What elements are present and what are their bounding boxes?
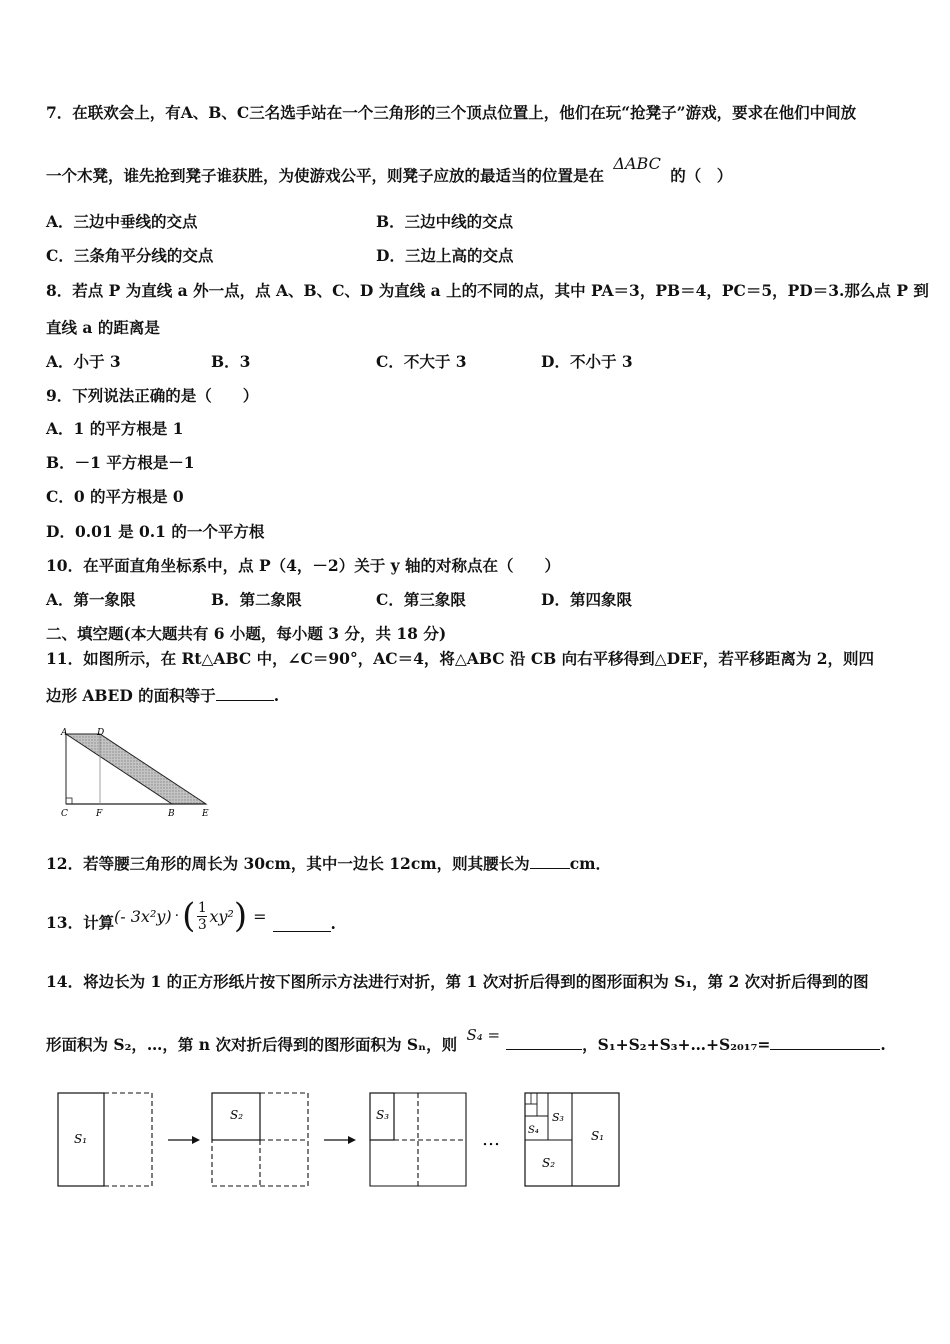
step3-s3-label: S₃ xyxy=(376,1108,390,1122)
q14-line2 xyxy=(46,1026,886,1055)
q8-option-b: B．3 xyxy=(211,352,251,371)
final-s4-label: S₄ xyxy=(528,1125,539,1136)
final-s2-label: S₂ xyxy=(542,1156,556,1170)
q12-text: 12．若等腰三角形的周长为 30cm，其中一边长 12cm，则其腰长为 xyxy=(46,854,530,873)
q13-eq: = xyxy=(253,906,267,926)
label-f: F xyxy=(96,809,103,819)
q13-dot: · xyxy=(174,908,180,924)
label-c: C xyxy=(61,809,68,819)
q8-line1: 8．若点 P 为直线 a 外一点，点 A、B、C、D 为直线 a 上的不同的点，其中 PA＝3，PB＝4，PC＝5，PD＝3.那么点 P 到 xyxy=(46,281,929,300)
q12-answer-blank[interactable] xyxy=(530,854,570,869)
fold-step-2 xyxy=(212,1093,308,1186)
q7-line2-end: 的（ ） xyxy=(670,166,733,185)
label-e: E xyxy=(202,809,209,819)
q10-option-d: D．第四象限 xyxy=(541,590,632,609)
q7-option-a: A．三边中垂线的交点 xyxy=(46,212,198,231)
q7-line2 xyxy=(46,154,733,186)
fold-ellipsis: … xyxy=(482,1129,500,1150)
fold-step-1 xyxy=(58,1093,152,1186)
q14-s4-math: S₄ = xyxy=(466,1026,501,1044)
step2-s2-label: S₂ xyxy=(230,1108,244,1122)
fold-step-3 xyxy=(370,1093,466,1186)
q8-option-d: D．不小于 3 xyxy=(541,352,633,371)
q7-abc-math: ΔABC xyxy=(613,154,661,173)
q11-line2-end: . xyxy=(273,686,280,705)
q14-line2-start: 形面积为 S₂，…，第 n 次对折后得到的图形面积为 Sₙ，则 xyxy=(46,1035,458,1054)
q7-line2-text: 一个木凳，谁先抢到凳子谁获胜，为使游戏公平，则凳子应放的最适当的位置是在 xyxy=(46,166,605,185)
label-a: A xyxy=(61,728,68,738)
q14-sum-blank[interactable] xyxy=(770,1035,880,1050)
q12-end: cm． xyxy=(569,854,612,873)
arrow-2 xyxy=(324,1136,356,1144)
q14-folding-figure xyxy=(50,1085,630,1195)
final-s3-label: S₃ xyxy=(552,1111,564,1124)
shaded-parallelogram xyxy=(66,734,206,804)
q13-expression xyxy=(114,893,336,939)
arrow-1 xyxy=(168,1136,200,1144)
q11-answer-blank[interactable] xyxy=(216,686,274,701)
q7-option-b: B．三边中线的交点 xyxy=(376,212,514,231)
q10-stem: 10．在平面直角坐标系中，点 P（4，－2）关于 y 轴的对称点在（ ） xyxy=(46,556,560,575)
q9-option-b: B．－1 平方根是－1 xyxy=(46,453,195,472)
q11-figure xyxy=(52,724,220,824)
q14-mid: ，S₁+S₂+S₃+…+S₂₀₁₇= xyxy=(582,1035,771,1054)
q7-line1: 7．在联欢会上，有A、B、C三名选手站在一个三角形的三个顶点位置上，他们在玩“抢凳子”游戏，要求在他们中间放 xyxy=(46,103,857,122)
q13-frac-tail: xy² xyxy=(209,906,234,926)
q13-paren-left: ( xyxy=(182,896,196,936)
q13-frac-num: 1 xyxy=(197,899,207,916)
q11-line1: 11．如图所示，在 Rt△ABC 中，∠C＝90°，AC＝4，将△ABC 沿 CB 向右平移得到△DEF，若平移距离为 2，则四 xyxy=(46,649,875,668)
q9-stem: 9．下列说法正确的是（ ） xyxy=(46,386,259,405)
q13-frac-den: 3 xyxy=(197,916,207,933)
section2-heading: 二、填空题(本大题共有 6 小题，每小题 3 分，共 18 分) xyxy=(46,624,447,643)
q8-option-a: A．小于 3 xyxy=(46,352,121,371)
q11-line2 xyxy=(46,686,279,706)
q13-expr-left: (- 3x²y) xyxy=(114,906,172,926)
label-d: D xyxy=(97,728,105,738)
q13-paren-right: ) xyxy=(233,896,248,936)
q9-option-c: C．0 的平方根是 0 xyxy=(46,487,184,506)
q13-answer-blank[interactable] xyxy=(273,917,331,932)
q11-line2-text: 边形 ABED 的面积等于 xyxy=(46,686,216,705)
q13-fraction xyxy=(197,900,207,933)
q14-end: . xyxy=(880,1035,886,1054)
q14-line1: 14．将边长为 1 的正方形纸片按下图所示方法进行对折，第 1 次对折后得到的图形面积为 S₁，第 2 次对折后得到的图 xyxy=(46,972,869,991)
q10-option-c: C．第三象限 xyxy=(376,590,466,609)
final-s1-label: S₁ xyxy=(591,1129,605,1143)
q7-option-d: D．三边上高的交点 xyxy=(376,246,514,265)
q7-option-c: C．三条角平分线的交点 xyxy=(46,246,214,265)
q10-option-b: B．第二象限 xyxy=(211,590,302,609)
label-b: B xyxy=(168,809,175,819)
q8-option-c: C．不大于 3 xyxy=(376,352,467,371)
step1-s1-label: S₁ xyxy=(74,1132,88,1146)
q13-label: 13．计算 xyxy=(46,913,115,932)
right-angle-mark xyxy=(66,798,72,804)
q10-option-a: A．第一象限 xyxy=(46,590,136,609)
q12-line xyxy=(46,854,611,874)
q14-s4-blank[interactable] xyxy=(506,1035,582,1050)
q13-end: . xyxy=(330,913,336,933)
fold-step-final xyxy=(525,1093,619,1186)
q8-line2: 直线 a 的距离是 xyxy=(46,318,160,337)
q9-option-a: A．1 的平方根是 1 xyxy=(46,419,184,438)
q9-option-d: D．0.01 是 0.1 的一个平方根 xyxy=(46,522,265,541)
